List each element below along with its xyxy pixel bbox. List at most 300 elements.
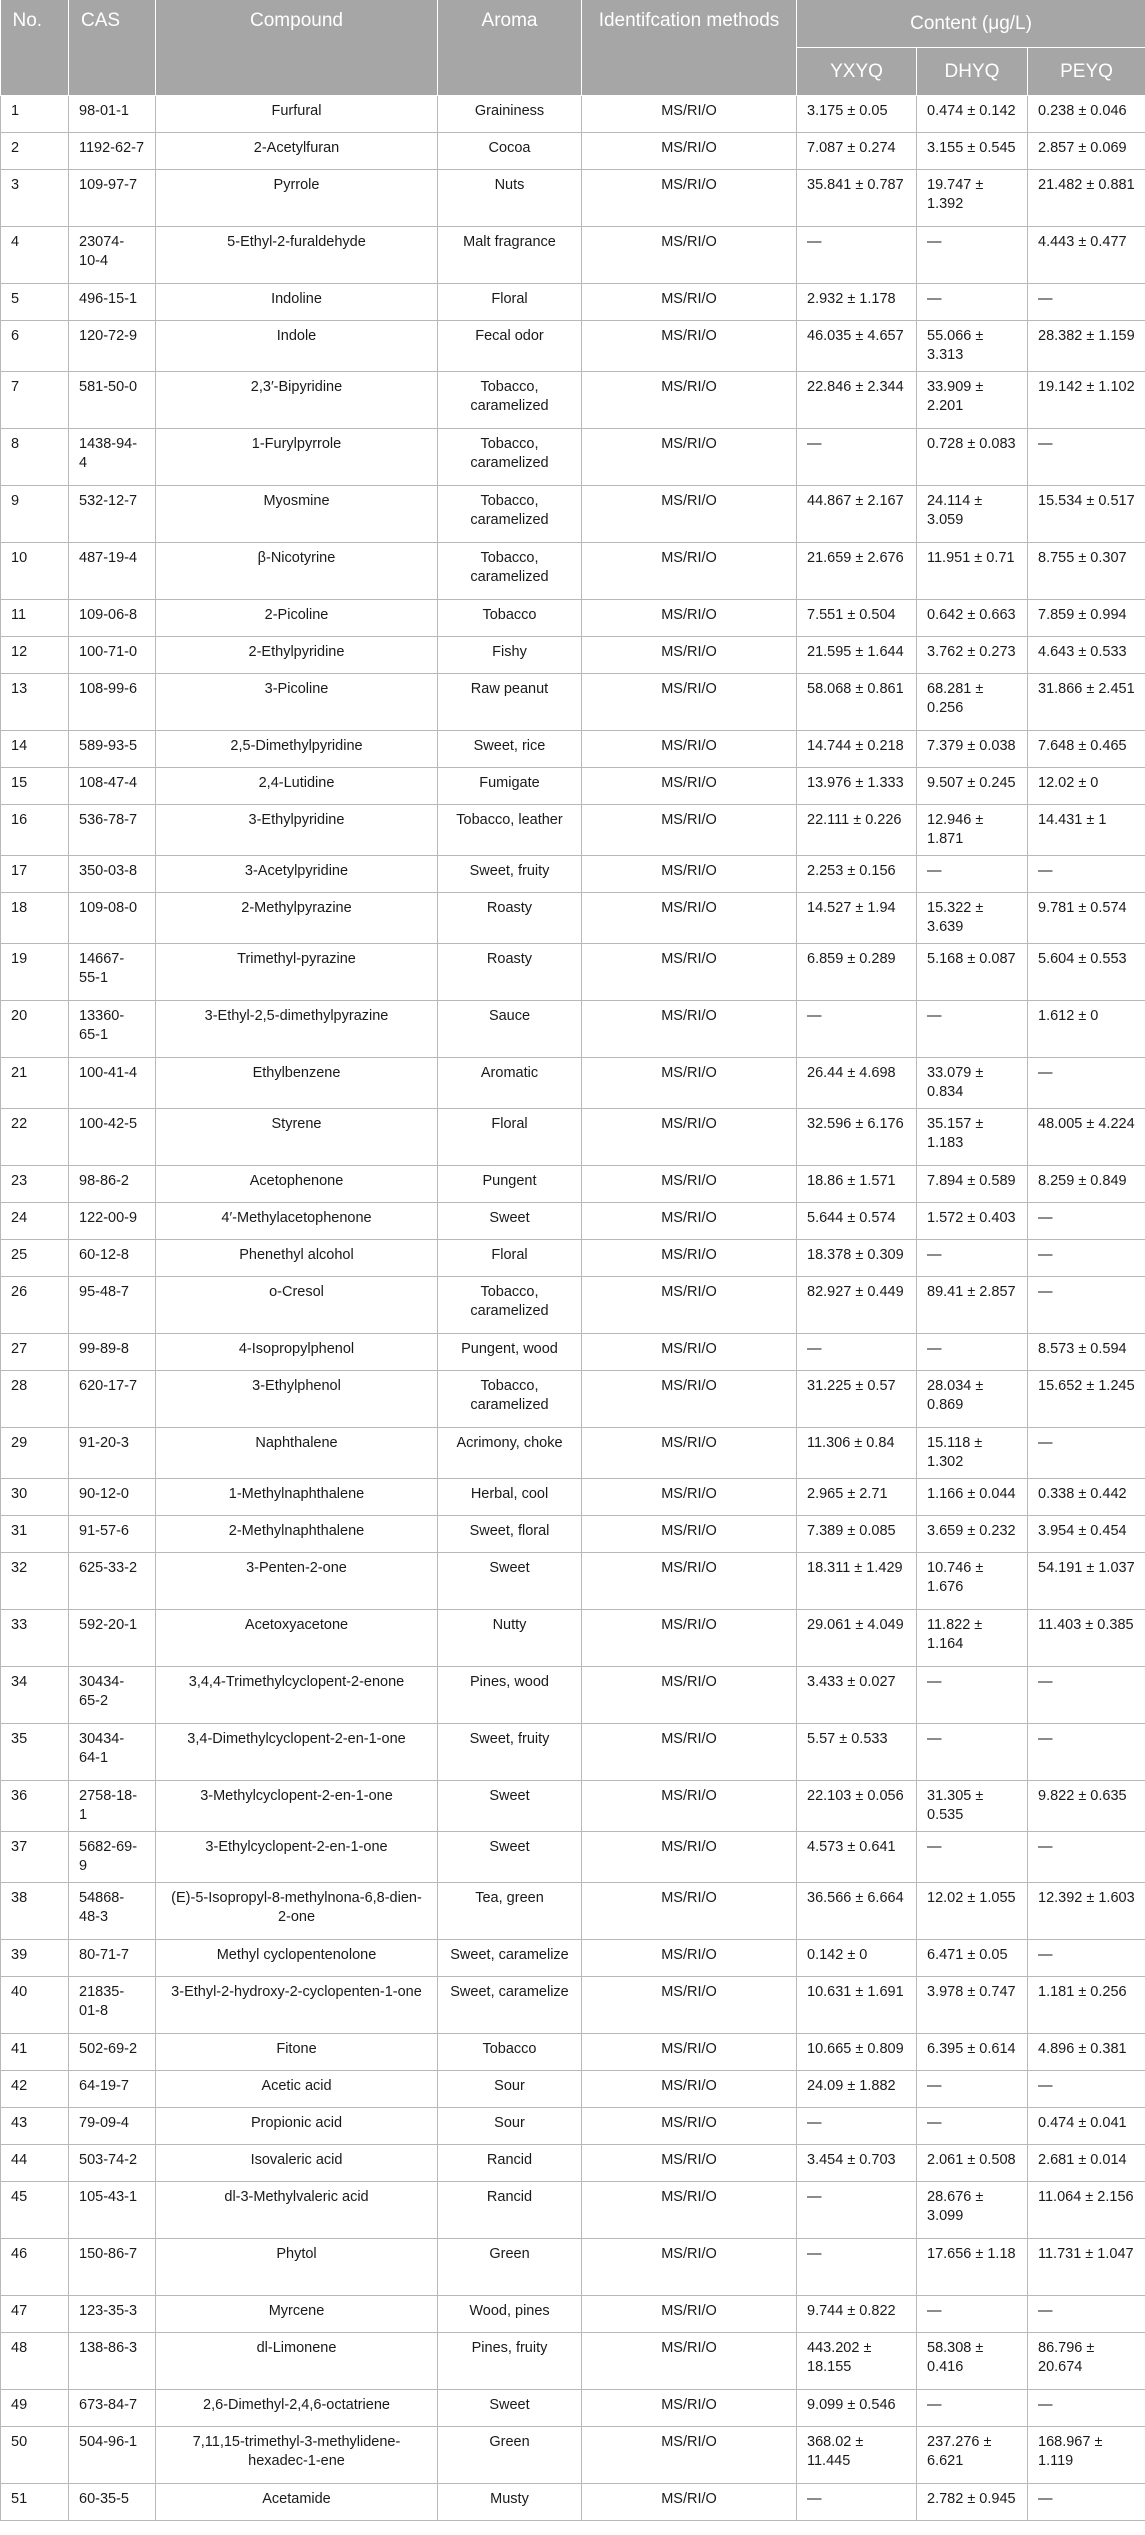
- cell-cas: 120-72-9: [69, 321, 156, 372]
- cell-aroma: Tobacco: [438, 600, 582, 637]
- cell-dhyq: 24.114 ± 3.059: [917, 486, 1028, 543]
- header-yxyq: YXYQ: [797, 48, 917, 96]
- cell-cas: 536-78-7: [69, 805, 156, 856]
- cell-aroma: Pines, wood: [438, 1667, 582, 1724]
- cell-cas: 100-41-4: [69, 1058, 156, 1109]
- cell-compound: Furfural: [156, 96, 438, 133]
- table-row: [1, 1109, 1145, 1166]
- cell-peyq: 11.064 ± 2.156: [1028, 2182, 1145, 2239]
- cell-method: MS/RI/O: [582, 1240, 797, 1277]
- cell-no: 19: [1, 944, 69, 1001]
- cell-no: 41: [1, 2034, 69, 2071]
- cell-peyq: 15.652 ± 1.245: [1028, 1371, 1145, 1428]
- cell-method: MS/RI/O: [582, 2034, 797, 2071]
- cell-peyq: 0.238 ± 0.046: [1028, 96, 1145, 133]
- cell-compound: 2-Ethylpyridine: [156, 637, 438, 674]
- cell-compound: Styrene: [156, 1109, 438, 1166]
- cell-aroma: Pines, fruity: [438, 2333, 582, 2390]
- cell-dhyq: 5.168 ± 0.087: [917, 944, 1028, 1001]
- cell-no: 15: [1, 768, 69, 805]
- cell-peyq: 2.857 ± 0.069: [1028, 133, 1145, 170]
- cell-peyq: 12.392 ± 1.603: [1028, 1883, 1145, 1940]
- cell-peyq: —: [1028, 1277, 1145, 1334]
- table-row: [1, 2296, 1145, 2333]
- cell-yxyq: 5.644 ± 0.574: [797, 1203, 917, 1240]
- table-row: [1, 2108, 1145, 2145]
- cell-cas: 100-71-0: [69, 637, 156, 674]
- cell-dhyq: —: [917, 2071, 1028, 2108]
- cell-no: 5: [1, 284, 69, 321]
- cell-no: 20: [1, 1001, 69, 1058]
- cell-cas: 64-19-7: [69, 2071, 156, 2108]
- cell-cas: 99-89-8: [69, 1334, 156, 1371]
- cell-method: MS/RI/O: [582, 893, 797, 944]
- table-row: [1, 944, 1145, 1001]
- cell-compound: 3-Ethylpyridine: [156, 805, 438, 856]
- cell-compound: 3-Ethylphenol: [156, 1371, 438, 1428]
- cell-yxyq: 2.932 ± 1.178: [797, 284, 917, 321]
- cell-peyq: 12.02 ± 0: [1028, 768, 1145, 805]
- cell-aroma: Sweet, fruity: [438, 856, 582, 893]
- cell-dhyq: —: [917, 856, 1028, 893]
- cell-aroma: Raw peanut: [438, 674, 582, 731]
- cell-compound: Acetic acid: [156, 2071, 438, 2108]
- cell-cas: 503-74-2: [69, 2145, 156, 2182]
- table-row: [1, 1334, 1145, 1371]
- cell-aroma: Musty: [438, 2484, 582, 2521]
- cell-peyq: 0.338 ± 0.442: [1028, 1479, 1145, 1516]
- cell-no: 27: [1, 1334, 69, 1371]
- cell-compound: Trimethyl-pyrazine: [156, 944, 438, 1001]
- cell-dhyq: 10.746 ± 1.676: [917, 1553, 1028, 1610]
- table-row: [1, 2145, 1145, 2182]
- cell-method: MS/RI/O: [582, 429, 797, 486]
- table-row: [1, 1371, 1145, 1428]
- cell-cas: 105-43-1: [69, 2182, 156, 2239]
- cell-yxyq: 36.566 ± 6.664: [797, 1883, 917, 1940]
- cell-method: MS/RI/O: [582, 170, 797, 227]
- cell-yxyq: 5.57 ± 0.533: [797, 1724, 917, 1781]
- cell-yxyq: 22.846 ± 2.344: [797, 372, 917, 429]
- cell-cas: 30434-64-1: [69, 1724, 156, 1781]
- cell-aroma: Green: [438, 2239, 582, 2296]
- cell-no: 39: [1, 1940, 69, 1977]
- cell-peyq: —: [1028, 1724, 1145, 1781]
- cell-aroma: Herbal, cool: [438, 1479, 582, 1516]
- cell-aroma: Sauce: [438, 1001, 582, 1058]
- cell-compound: 4-Isopropylphenol: [156, 1334, 438, 1371]
- cell-cas: 91-20-3: [69, 1428, 156, 1479]
- cell-cas: 91-57-6: [69, 1516, 156, 1553]
- table-row: [1, 1610, 1145, 1667]
- table-row: [1, 372, 1145, 429]
- cell-aroma: Fecal odor: [438, 321, 582, 372]
- header-content: Content (μg/L): [797, 0, 1145, 48]
- cell-no: 18: [1, 893, 69, 944]
- table-row: [1, 1883, 1145, 1940]
- cell-compound: Myrcene: [156, 2296, 438, 2333]
- cell-dhyq: 28.034 ± 0.869: [917, 1371, 1028, 1428]
- cell-aroma: Tobacco, caramelized: [438, 1277, 582, 1334]
- cell-aroma: Tea, green: [438, 1883, 582, 1940]
- cell-aroma: Nutty: [438, 1610, 582, 1667]
- cell-dhyq: 6.471 ± 0.05: [917, 1940, 1028, 1977]
- cell-aroma: Sweet: [438, 1781, 582, 1832]
- cell-method: MS/RI/O: [582, 600, 797, 637]
- cell-method: MS/RI/O: [582, 133, 797, 170]
- cell-method: MS/RI/O: [582, 1109, 797, 1166]
- cell-method: MS/RI/O: [582, 1724, 797, 1781]
- cell-aroma: Floral: [438, 1240, 582, 1277]
- cell-aroma: Tobacco, caramelized: [438, 486, 582, 543]
- cell-no: 24: [1, 1203, 69, 1240]
- cell-peyq: —: [1028, 1940, 1145, 1977]
- cell-method: MS/RI/O: [582, 2427, 797, 2484]
- table-row: [1, 1667, 1145, 1724]
- cell-cas: 620-17-7: [69, 1371, 156, 1428]
- cell-method: MS/RI/O: [582, 2390, 797, 2427]
- table-row: [1, 429, 1145, 486]
- table-row: [1, 805, 1145, 856]
- cell-aroma: Floral: [438, 284, 582, 321]
- cell-aroma: Fishy: [438, 637, 582, 674]
- cell-yxyq: 22.103 ± 0.056: [797, 1781, 917, 1832]
- cell-yxyq: 6.859 ± 0.289: [797, 944, 917, 1001]
- table-row: [1, 1553, 1145, 1610]
- cell-compound: o-Cresol: [156, 1277, 438, 1334]
- cell-no: 21: [1, 1058, 69, 1109]
- cell-dhyq: —: [917, 1832, 1028, 1883]
- cell-aroma: Sweet, caramelize: [438, 1940, 582, 1977]
- cell-method: MS/RI/O: [582, 1781, 797, 1832]
- cell-no: 47: [1, 2296, 69, 2333]
- cell-dhyq: 3.762 ± 0.273: [917, 637, 1028, 674]
- cell-peyq: 54.191 ± 1.037: [1028, 1553, 1145, 1610]
- cell-peyq: —: [1028, 1667, 1145, 1724]
- cell-no: 42: [1, 2071, 69, 2108]
- cell-compound: Acetoxyacetone: [156, 1610, 438, 1667]
- cell-aroma: Sweet, fruity: [438, 1724, 582, 1781]
- cell-aroma: Pungent, wood: [438, 1334, 582, 1371]
- header-compound: Compound: [156, 0, 438, 96]
- table-row: [1, 600, 1145, 637]
- cell-no: 30: [1, 1479, 69, 1516]
- cell-no: 4: [1, 227, 69, 284]
- cell-cas: 98-01-1: [69, 96, 156, 133]
- table-row: [1, 1277, 1145, 1334]
- cell-method: MS/RI/O: [582, 284, 797, 321]
- cell-method: MS/RI/O: [582, 2182, 797, 2239]
- header-cas: CAS: [69, 0, 156, 96]
- table-body: [1, 96, 1145, 2521]
- cell-aroma: Pungent: [438, 1166, 582, 1203]
- cell-aroma: Sweet: [438, 2390, 582, 2427]
- cell-no: 29: [1, 1428, 69, 1479]
- cell-yxyq: —: [797, 1001, 917, 1058]
- cell-peyq: 28.382 ± 1.159: [1028, 321, 1145, 372]
- cell-yxyq: 31.225 ± 0.57: [797, 1371, 917, 1428]
- cell-aroma: Roasty: [438, 944, 582, 1001]
- cell-peyq: 11.403 ± 0.385: [1028, 1610, 1145, 1667]
- cell-compound: β-Nicotyrine: [156, 543, 438, 600]
- cell-cas: 1438-94-4: [69, 429, 156, 486]
- cell-cas: 14667-55-1: [69, 944, 156, 1001]
- cell-aroma: Wood, pines: [438, 2296, 582, 2333]
- cell-dhyq: 6.395 ± 0.614: [917, 2034, 1028, 2071]
- cell-yxyq: 18.311 ± 1.429: [797, 1553, 917, 1610]
- cell-compound: (E)-5-Isopropyl-8-methylnona-6,8-dien-2-one: [156, 1883, 438, 1940]
- table-row: [1, 731, 1145, 768]
- cell-yxyq: 368.02 ± 11.445: [797, 2427, 917, 2484]
- cell-no: 45: [1, 2182, 69, 2239]
- cell-yxyq: 14.744 ± 0.218: [797, 731, 917, 768]
- cell-method: MS/RI/O: [582, 2071, 797, 2108]
- cell-aroma: Tobacco, caramelized: [438, 372, 582, 429]
- cell-yxyq: —: [797, 2182, 917, 2239]
- cell-peyq: 2.681 ± 0.014: [1028, 2145, 1145, 2182]
- cell-yxyq: —: [797, 2484, 917, 2521]
- cell-cas: 581-50-0: [69, 372, 156, 429]
- cell-compound: Ethylbenzene: [156, 1058, 438, 1109]
- cell-aroma: Sweet: [438, 1832, 582, 1883]
- cell-method: MS/RI/O: [582, 1277, 797, 1334]
- cell-aroma: Fumigate: [438, 768, 582, 805]
- cell-dhyq: —: [917, 284, 1028, 321]
- cell-peyq: 1.612 ± 0: [1028, 1001, 1145, 1058]
- table-row: [1, 486, 1145, 543]
- table-row: [1, 321, 1145, 372]
- cell-compound: Indole: [156, 321, 438, 372]
- cell-aroma: Rancid: [438, 2145, 582, 2182]
- table-row: [1, 227, 1145, 284]
- cell-no: 38: [1, 1883, 69, 1940]
- table-row: [1, 1832, 1145, 1883]
- cell-peyq: —: [1028, 2390, 1145, 2427]
- cell-peyq: 8.573 ± 0.594: [1028, 1334, 1145, 1371]
- cell-dhyq: 3.978 ± 0.747: [917, 1977, 1028, 2034]
- cell-method: MS/RI/O: [582, 805, 797, 856]
- cell-cas: 122-00-9: [69, 1203, 156, 1240]
- cell-method: MS/RI/O: [582, 543, 797, 600]
- cell-compound: 2,3′-Bipyridine: [156, 372, 438, 429]
- cell-yxyq: 82.927 ± 0.449: [797, 1277, 917, 1334]
- cell-yxyq: 7.087 ± 0.274: [797, 133, 917, 170]
- cell-aroma: Tobacco: [438, 2034, 582, 2071]
- cell-compound: Phenethyl alcohol: [156, 1240, 438, 1277]
- cell-dhyq: 3.659 ± 0.232: [917, 1516, 1028, 1553]
- cell-yxyq: 44.867 ± 2.167: [797, 486, 917, 543]
- cell-peyq: 11.731 ± 1.047: [1028, 2239, 1145, 2296]
- cell-dhyq: 2.782 ± 0.945: [917, 2484, 1028, 2521]
- cell-compound: Acetamide: [156, 2484, 438, 2521]
- cell-no: 25: [1, 1240, 69, 1277]
- header-peyq: PEYQ: [1028, 48, 1145, 96]
- cell-method: MS/RI/O: [582, 2484, 797, 2521]
- cell-compound: 3-Methylcyclopent-2-en-1-one: [156, 1781, 438, 1832]
- cell-yxyq: —: [797, 2108, 917, 2145]
- cell-aroma: Sour: [438, 2108, 582, 2145]
- cell-yxyq: 26.44 ± 4.698: [797, 1058, 917, 1109]
- cell-method: MS/RI/O: [582, 1977, 797, 2034]
- cell-cas: 1192-62-7: [69, 133, 156, 170]
- cell-no: 12: [1, 637, 69, 674]
- cell-yxyq: 35.841 ± 0.787: [797, 170, 917, 227]
- cell-cas: 90-12-0: [69, 1479, 156, 1516]
- cell-dhyq: 28.676 ± 3.099: [917, 2182, 1028, 2239]
- cell-yxyq: 2.253 ± 0.156: [797, 856, 917, 893]
- cell-method: MS/RI/O: [582, 1883, 797, 1940]
- cell-peyq: —: [1028, 2071, 1145, 2108]
- cell-dhyq: 68.281 ± 0.256: [917, 674, 1028, 731]
- cell-dhyq: 0.474 ± 0.142: [917, 96, 1028, 133]
- cell-no: 26: [1, 1277, 69, 1334]
- cell-compound: 2,4-Lutidine: [156, 768, 438, 805]
- cell-yxyq: —: [797, 227, 917, 284]
- cell-cas: 98-86-2: [69, 1166, 156, 1203]
- cell-aroma: Graininess: [438, 96, 582, 133]
- cell-compound: 2-Acetylfuran: [156, 133, 438, 170]
- table-row: [1, 1058, 1145, 1109]
- cell-compound: 1-Furylpyrrole: [156, 429, 438, 486]
- cell-peyq: —: [1028, 429, 1145, 486]
- table-row: [1, 1001, 1145, 1058]
- table-row: [1, 2182, 1145, 2239]
- cell-dhyq: —: [917, 1724, 1028, 1781]
- cell-no: 10: [1, 543, 69, 600]
- table-row: [1, 96, 1145, 133]
- cell-dhyq: —: [917, 227, 1028, 284]
- cell-dhyq: 15.118 ± 1.302: [917, 1428, 1028, 1479]
- cell-method: MS/RI/O: [582, 227, 797, 284]
- table-row: [1, 1166, 1145, 1203]
- cell-dhyq: —: [917, 1001, 1028, 1058]
- cell-peyq: 7.648 ± 0.465: [1028, 731, 1145, 768]
- cell-dhyq: —: [917, 1240, 1028, 1277]
- cell-compound: Acetophenone: [156, 1166, 438, 1203]
- cell-no: 1: [1, 96, 69, 133]
- cell-cas: 138-86-3: [69, 2333, 156, 2390]
- cell-no: 14: [1, 731, 69, 768]
- cell-peyq: —: [1028, 1240, 1145, 1277]
- cell-cas: 350-03-8: [69, 856, 156, 893]
- cell-cas: 502-69-2: [69, 2034, 156, 2071]
- cell-cas: 625-33-2: [69, 1553, 156, 1610]
- cell-cas: 95-48-7: [69, 1277, 156, 1334]
- cell-method: MS/RI/O: [582, 1428, 797, 1479]
- cell-yxyq: 10.631 ± 1.691: [797, 1977, 917, 2034]
- cell-aroma: Rancid: [438, 2182, 582, 2239]
- cell-compound: dl-3-Methylvaleric acid: [156, 2182, 438, 2239]
- header-aroma: Aroma: [438, 0, 582, 96]
- cell-cas: 504-96-1: [69, 2427, 156, 2484]
- cell-method: MS/RI/O: [582, 674, 797, 731]
- cell-yxyq: 3.175 ± 0.05: [797, 96, 917, 133]
- cell-dhyq: —: [917, 2108, 1028, 2145]
- cell-dhyq: 237.276 ± 6.621: [917, 2427, 1028, 2484]
- cell-no: 2: [1, 133, 69, 170]
- cell-peyq: 86.796 ± 20.674: [1028, 2333, 1145, 2390]
- cell-dhyq: 89.41 ± 2.857: [917, 1277, 1028, 1334]
- cell-peyq: 4.643 ± 0.533: [1028, 637, 1145, 674]
- cell-method: MS/RI/O: [582, 96, 797, 133]
- table-row: [1, 1240, 1145, 1277]
- cell-peyq: 3.954 ± 0.454: [1028, 1516, 1145, 1553]
- cell-cas: 108-47-4: [69, 768, 156, 805]
- cell-yxyq: 3.433 ± 0.027: [797, 1667, 917, 1724]
- cell-no: 43: [1, 2108, 69, 2145]
- cell-yxyq: 3.454 ± 0.703: [797, 2145, 917, 2182]
- table-header: [1, 0, 1145, 96]
- table-row: [1, 1781, 1145, 1832]
- cell-aroma: Floral: [438, 1109, 582, 1166]
- cell-no: 50: [1, 2427, 69, 2484]
- cell-no: 7: [1, 372, 69, 429]
- cell-dhyq: —: [917, 2296, 1028, 2333]
- cell-peyq: 9.822 ± 0.635: [1028, 1781, 1145, 1832]
- cell-compound: 3-Penten-2-one: [156, 1553, 438, 1610]
- cell-no: 31: [1, 1516, 69, 1553]
- table-row: [1, 893, 1145, 944]
- cell-compound: 2-Methylnaphthalene: [156, 1516, 438, 1553]
- cell-dhyq: 0.728 ± 0.083: [917, 429, 1028, 486]
- cell-compound: 1-Methylnaphthalene: [156, 1479, 438, 1516]
- cell-cas: 80-71-7: [69, 1940, 156, 1977]
- cell-yxyq: 21.595 ± 1.644: [797, 637, 917, 674]
- cell-compound: Methyl cyclopentenolone: [156, 1940, 438, 1977]
- cell-yxyq: 58.068 ± 0.861: [797, 674, 917, 731]
- cell-cas: 123-35-3: [69, 2296, 156, 2333]
- header-no: No.: [1, 0, 69, 96]
- cell-aroma: Roasty: [438, 893, 582, 944]
- cell-yxyq: 14.527 ± 1.94: [797, 893, 917, 944]
- table-row: [1, 1203, 1145, 1240]
- cell-peyq: —: [1028, 2484, 1145, 2521]
- table-row: [1, 674, 1145, 731]
- cell-method: MS/RI/O: [582, 1058, 797, 1109]
- cell-no: 32: [1, 1553, 69, 1610]
- cell-compound: 2,6-Dimethyl-2,4,6-octatriene: [156, 2390, 438, 2427]
- cell-no: 6: [1, 321, 69, 372]
- cell-yxyq: —: [797, 429, 917, 486]
- cell-dhyq: 17.656 ± 1.18: [917, 2239, 1028, 2296]
- table-row: [1, 768, 1145, 805]
- cell-cas: 79-09-4: [69, 2108, 156, 2145]
- cell-cas: 60-12-8: [69, 1240, 156, 1277]
- cell-peyq: 5.604 ± 0.553: [1028, 944, 1145, 1001]
- cell-aroma: Tobacco, caramelized: [438, 429, 582, 486]
- cell-method: MS/RI/O: [582, 372, 797, 429]
- cell-cas: 589-93-5: [69, 731, 156, 768]
- cell-aroma: Sweet, rice: [438, 731, 582, 768]
- cell-method: MS/RI/O: [582, 1371, 797, 1428]
- cell-aroma: Sweet, caramelize: [438, 1977, 582, 2034]
- cell-peyq: —: [1028, 284, 1145, 321]
- cell-yxyq: 32.596 ± 6.176: [797, 1109, 917, 1166]
- cell-compound: 3-Ethylcyclopent-2-en-1-one: [156, 1832, 438, 1883]
- cell-dhyq: —: [917, 1334, 1028, 1371]
- cell-dhyq: 7.894 ± 0.589: [917, 1166, 1028, 1203]
- cell-peyq: 168.967 ± 1.119: [1028, 2427, 1145, 2484]
- cell-cas: 5682-69-9: [69, 1832, 156, 1883]
- cell-yxyq: 11.306 ± 0.84: [797, 1428, 917, 1479]
- cell-dhyq: 9.507 ± 0.245: [917, 768, 1028, 805]
- cell-cas: 23074-10-4: [69, 227, 156, 284]
- cell-peyq: 48.005 ± 4.224: [1028, 1109, 1145, 1166]
- cell-no: 22: [1, 1109, 69, 1166]
- cell-compound: Pyrrole: [156, 170, 438, 227]
- cell-peyq: 15.534 ± 0.517: [1028, 486, 1145, 543]
- table-row: [1, 1479, 1145, 1516]
